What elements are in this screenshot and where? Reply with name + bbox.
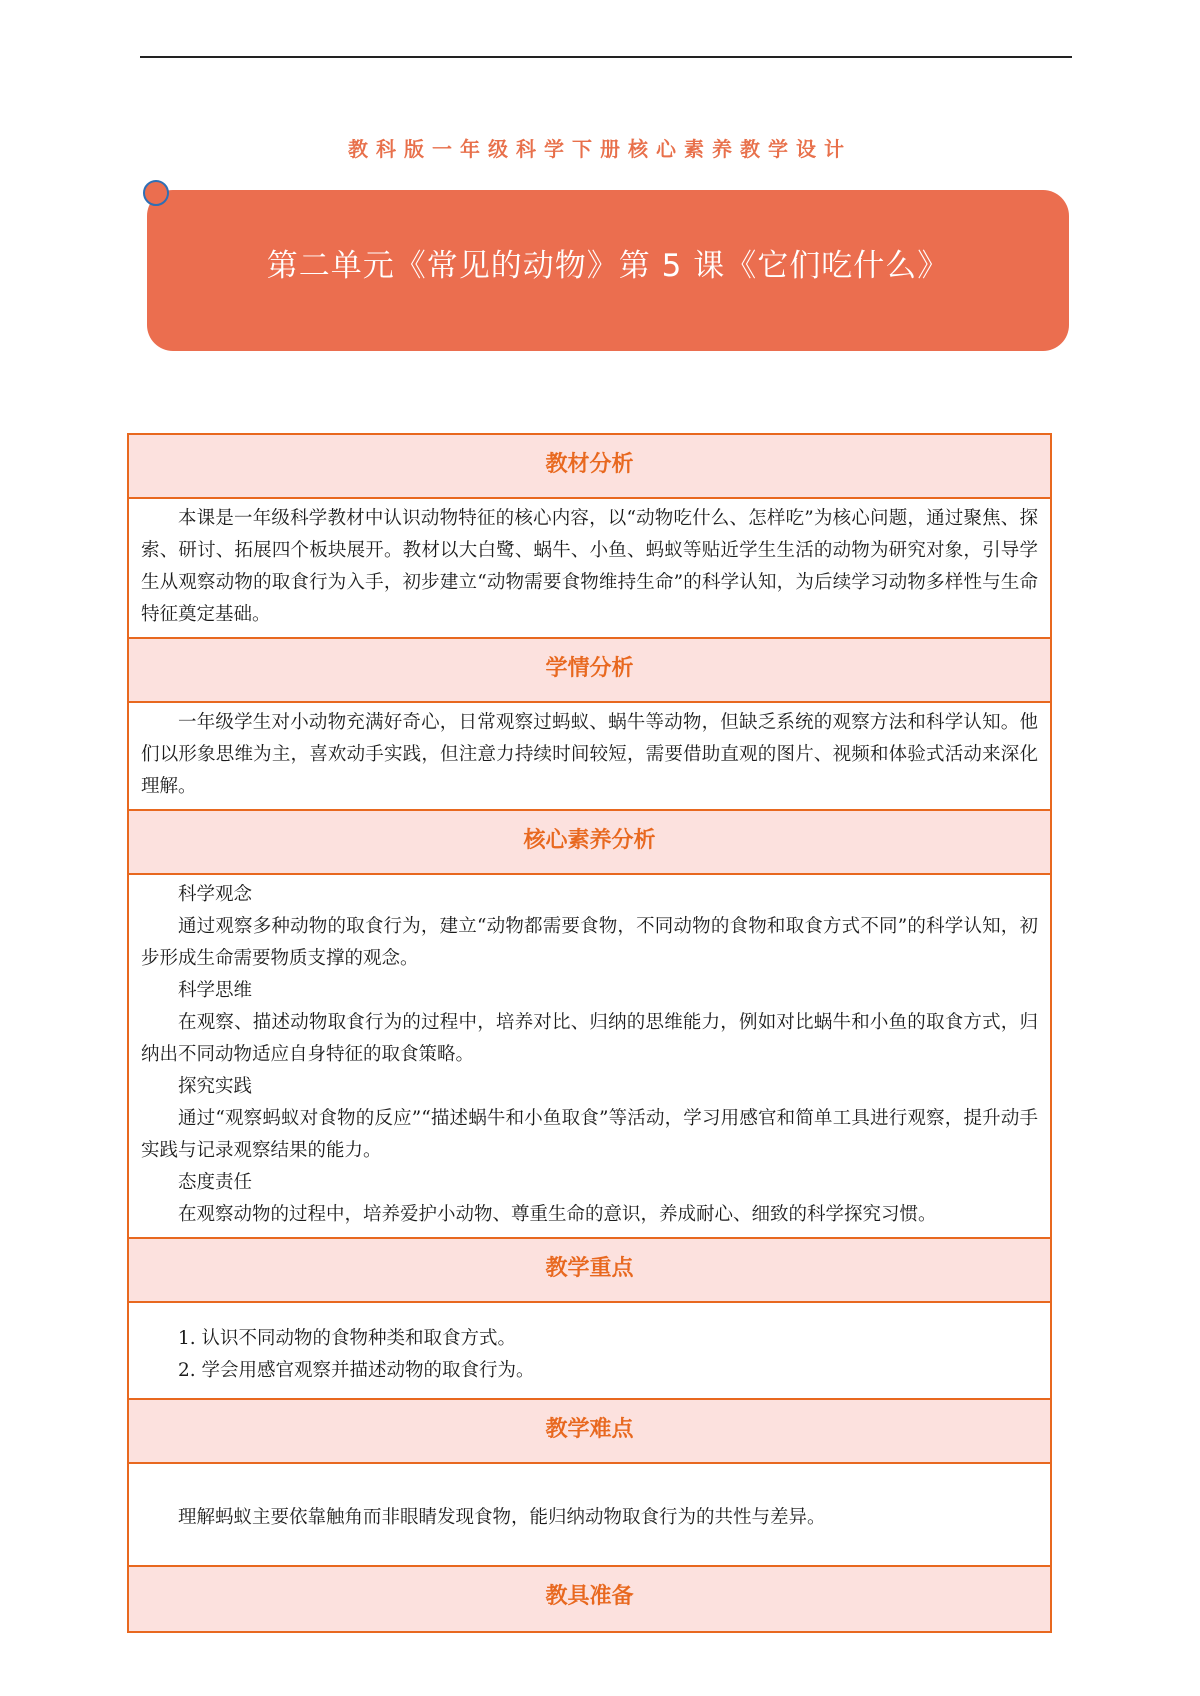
list-item: 1. 认识不同动物的食物种类和取食方式。 (178, 1328, 517, 1349)
literacy-item-text: 通过观察多种动物的取食行为，建立“动物都需要食物，不同动物的食物和取食方式不同”的科学认知，初步形成生命需要物质支撑的观念。 (141, 916, 1038, 969)
literacy-item-text: 在观察动物的过程中，培养爱护小动物、尊重生命的意识，养成耐心、细致的科学探究习惯。 (178, 1204, 937, 1225)
literacy-item-title: 探究实践 (178, 1076, 253, 1097)
section-body-literacy (129, 875, 1050, 1239)
section-heading-materials: 教具准备 (129, 1567, 1050, 1631)
literacy-item-title: 态度责任 (178, 1172, 253, 1193)
lesson-title: 第二单元《常见的动物》第 5 课《它们吃什么》 (266, 248, 950, 284)
list-item: 2. 学会用感官观察并描述动物的取食行为。 (178, 1360, 535, 1381)
paragraph: 理解蚂蚁主要依靠触角而非眼睛发现食物，能归纳动物取食行为的共性与差异。 (178, 1507, 826, 1528)
section-heading-keypoints: 教学重点 (129, 1239, 1050, 1303)
section-heading-students: 学情分析 (129, 639, 1050, 703)
literacy-item-text: 在观察、描述动物取食行为的过程中，培养对比、归纳的思维能力，例如对比蜗牛和小鱼的取食方式，归纳出不同动物适应自身特征的取食策略。 (141, 1012, 1038, 1065)
title-banner (147, 190, 1069, 351)
section-heading-textbook: 教材分析 (129, 435, 1050, 499)
banner-dot-decoration (143, 180, 169, 206)
paragraph: 一年级学生对小动物充满好奇心，日常观察过蚂蚁、蜗牛等动物，但缺乏系统的观察方法和科学认知。他们以形象思维为主，喜欢动手实践，但注意力持续时间较短，需要借助直观的图片、视频和体验式活动来深化理解。 (141, 712, 1038, 797)
top-rule (140, 56, 1072, 58)
literacy-item-title: 科学思维 (178, 980, 253, 1001)
section-heading-difficulty: 教学难点 (129, 1400, 1050, 1464)
paragraph: 本课是一年级科学教材中认识动物特征的核心内容，以“动物吃什么、怎样吃”为核心问题，通过聚焦、探索、研讨、拓展四个板块展开。教材以大白鹭、蜗牛、小鱼、蚂蚁等贴近学生生活的动物为研究对象，引导学生从观察动物的取食行为入手，初步建立“动物需要食物维持生命”的科学认知，为后续学习动物多样性与生命特征奠定基础。 (141, 508, 1038, 625)
section-body-difficulty (129, 1464, 1050, 1567)
section-body-textbook (129, 499, 1050, 639)
section-heading-literacy: 核心素养分析 (129, 811, 1050, 875)
document-subtitle: 教科版一年级科学下册核心素养教学设计 (348, 137, 852, 161)
section-body-keypoints (129, 1303, 1050, 1400)
section-body-students (129, 703, 1050, 811)
literacy-item-title: 科学观念 (178, 884, 253, 905)
literacy-item-text: 通过“观察蚂蚁对食物的反应”“描述蜗牛和小鱼取食”等活动，学习用感官和简单工具进行观察，提升动手实践与记录观察结果的能力。 (141, 1108, 1038, 1161)
lesson-design-table (127, 433, 1052, 1633)
